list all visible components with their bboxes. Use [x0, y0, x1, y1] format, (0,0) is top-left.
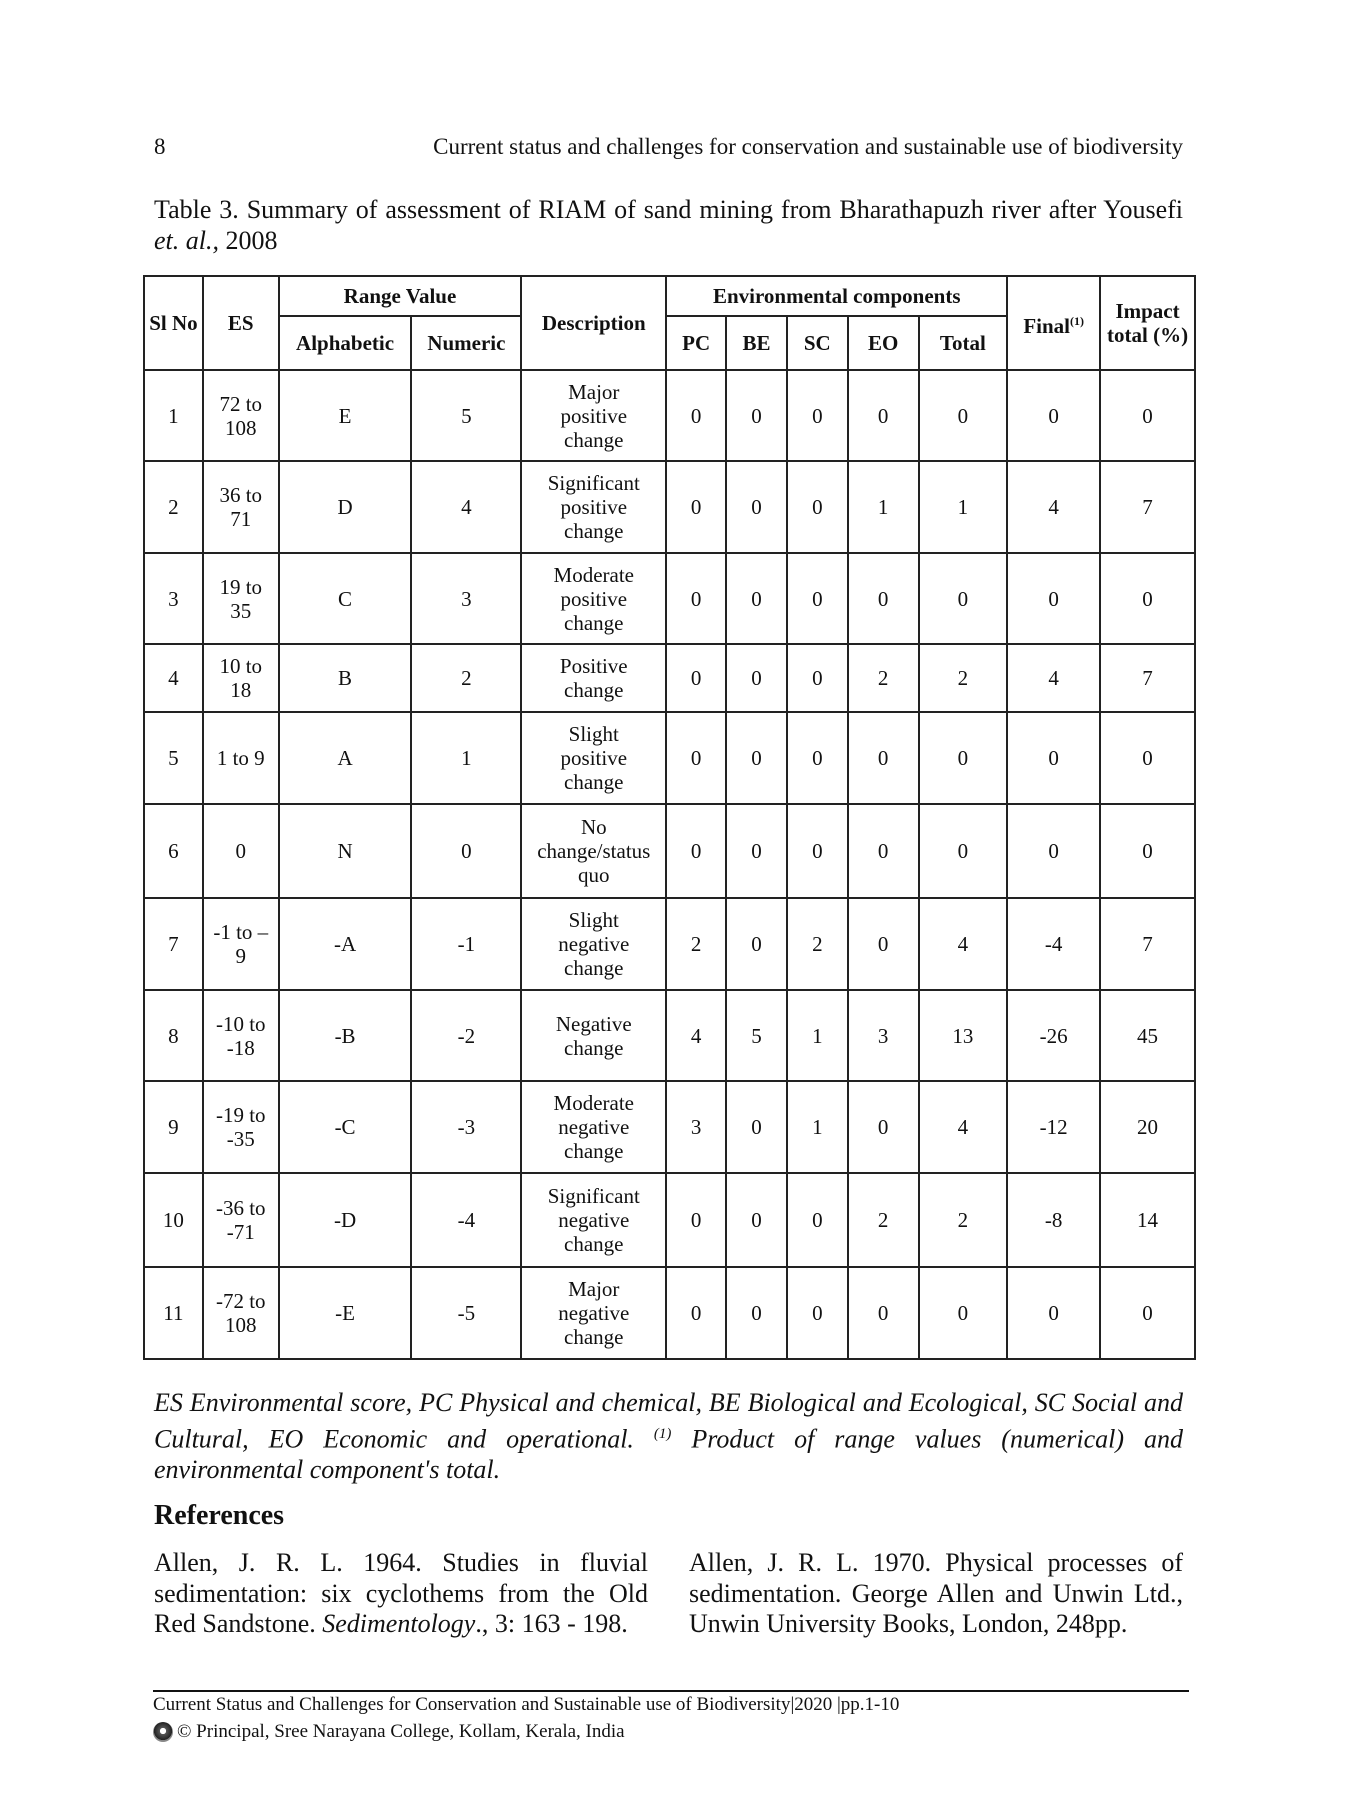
header-alphabetic: Alphabetic — [279, 316, 412, 370]
cell-total: 2 — [919, 1173, 1008, 1267]
table-row — [144, 461, 1195, 553]
cell-impact: 0 — [1100, 1267, 1195, 1359]
cell-final: 0 — [1007, 804, 1100, 898]
cell-total: 0 — [919, 370, 1008, 461]
header-pc: PC — [666, 316, 726, 370]
cell-desc: Negative change — [521, 990, 666, 1081]
cell-eo: 1 — [848, 461, 919, 553]
cell-impact: 45 — [1100, 990, 1195, 1081]
cell-sc: 0 — [787, 1267, 848, 1359]
cell-eo: 0 — [848, 804, 919, 898]
cell-sc: 1 — [787, 990, 848, 1081]
cell-eo: 0 — [848, 1081, 919, 1173]
cell-es: 1 to 9 — [203, 712, 279, 804]
header-eo: EO — [848, 316, 919, 370]
cell-num: 2 — [411, 644, 521, 712]
cell-desc: Significant positive change — [521, 461, 666, 553]
cell-be: 0 — [726, 1081, 787, 1173]
cell-impact: 14 — [1100, 1173, 1195, 1267]
cell-final: -8 — [1007, 1173, 1100, 1267]
cell-sl: 9 — [144, 1081, 203, 1173]
cell-final: 4 — [1007, 644, 1100, 712]
cell-total: 4 — [919, 1081, 1008, 1173]
ref1-rest: ., 3: 163 - 198. — [475, 1609, 628, 1638]
cell-sl: 5 — [144, 712, 203, 804]
table-caption — [154, 194, 1183, 256]
cell-num: 4 — [411, 461, 521, 553]
cell-alpha: D — [279, 461, 412, 553]
college-logo-icon — [153, 1722, 173, 1742]
table-row — [144, 370, 1195, 461]
cell-alpha: N — [279, 804, 412, 898]
riam-table — [143, 275, 1196, 1360]
cell-pc: 0 — [666, 644, 726, 712]
cell-be: 0 — [726, 644, 787, 712]
footnote-text: ES Environmental score, PC Physical and chemical, BE Biological and Ecological, SC Social and Cultural, EO Economic and operational. — [154, 1388, 1183, 1454]
cell-sc: 0 — [787, 461, 848, 553]
cell-es: 72 to 108 — [203, 370, 279, 461]
cell-num: -5 — [411, 1267, 521, 1359]
cell-total: 0 — [919, 553, 1008, 644]
cell-es: 10 to 18 — [203, 644, 279, 712]
cell-eo: 0 — [848, 370, 919, 461]
cell-alpha: A — [279, 712, 412, 804]
cell-alpha: -B — [279, 990, 412, 1081]
header-sl: Sl No — [144, 276, 203, 370]
references-heading: References — [154, 1500, 285, 1531]
ref1-text: Allen, J. R. L. 1964. Studies in fluvial sedimentation: six cyclothems from the Old Red Sandstone. — [154, 1548, 648, 1638]
cell-be: 0 — [726, 461, 787, 553]
cell-final: 0 — [1007, 370, 1100, 461]
cell-desc: Moderate positive change — [521, 553, 666, 644]
cell-sl: 7 — [144, 898, 203, 990]
cell-sl: 3 — [144, 553, 203, 644]
cell-pc: 2 — [666, 898, 726, 990]
table-row — [144, 644, 1195, 712]
cell-num: -3 — [411, 1081, 521, 1173]
cell-desc: No change/status quo — [521, 804, 666, 898]
header-total: Total — [919, 316, 1008, 370]
cell-eo: 0 — [848, 553, 919, 644]
cell-total: 4 — [919, 898, 1008, 990]
cell-sl: 10 — [144, 1173, 203, 1267]
cell-total: 0 — [919, 804, 1008, 898]
footer-copyright-text: © Principal, Sree Narayana College, Kollam, Kerala, India — [177, 1721, 625, 1742]
cell-impact: 0 — [1100, 370, 1195, 461]
cell-be: 5 — [726, 990, 787, 1081]
cell-es: -36 to -71 — [203, 1173, 279, 1267]
table-row — [144, 804, 1195, 898]
caption-italic: et. al., — [154, 226, 219, 255]
cell-sl: 6 — [144, 804, 203, 898]
page-number: 8 — [154, 134, 166, 159]
cell-impact: 7 — [1100, 898, 1195, 990]
cell-alpha: B — [279, 644, 412, 712]
cell-eo: 2 — [848, 644, 919, 712]
table-row — [144, 1081, 1195, 1173]
cell-total: 0 — [919, 712, 1008, 804]
cell-total: 0 — [919, 1267, 1008, 1359]
header-env-components: Environmental components — [666, 276, 1007, 316]
footer-copyright — [153, 1721, 625, 1743]
cell-final: 0 — [1007, 1267, 1100, 1359]
cell-final: -4 — [1007, 898, 1100, 990]
header-range-value: Range Value — [279, 276, 522, 316]
cell-eo: 0 — [848, 898, 919, 990]
cell-impact: 0 — [1100, 804, 1195, 898]
final-sup: (1) — [1070, 313, 1085, 328]
cell-pc: 0 — [666, 461, 726, 553]
cell-alpha: E — [279, 370, 412, 461]
table-row — [144, 898, 1195, 990]
cell-be: 0 — [726, 804, 787, 898]
cell-desc: Positive change — [521, 644, 666, 712]
cell-eo: 0 — [848, 1267, 919, 1359]
cell-impact: 20 — [1100, 1081, 1195, 1173]
cell-es: 36 to 71 — [203, 461, 279, 553]
cell-final: 0 — [1007, 712, 1100, 804]
table-row — [144, 1173, 1195, 1267]
cell-es: 0 — [203, 804, 279, 898]
header-sc: SC — [787, 316, 848, 370]
cell-pc: 0 — [666, 804, 726, 898]
cell-desc: Major negative change — [521, 1267, 666, 1359]
footer-journal-line: Current Status and Challenges for Conservation and Sustainable use of Biodiversity|2020 |pp.1-10 — [153, 1694, 900, 1715]
final-label: Final — [1023, 313, 1071, 338]
running-title: Current status and challenges for conservation and sustainable use of biodiversity — [433, 134, 1183, 159]
cell-impact: 0 — [1100, 712, 1195, 804]
cell-sc: 0 — [787, 804, 848, 898]
cell-pc: 0 — [666, 1267, 726, 1359]
cell-alpha: -C — [279, 1081, 412, 1173]
cell-desc: Significant negative change — [521, 1173, 666, 1267]
cell-be: 0 — [726, 1173, 787, 1267]
cell-es: -72 to 108 — [203, 1267, 279, 1359]
cell-total: 2 — [919, 644, 1008, 712]
cell-eo: 0 — [848, 712, 919, 804]
cell-desc: Moderate negative change — [521, 1081, 666, 1173]
header-numeric: Numeric — [411, 316, 521, 370]
cell-final: 4 — [1007, 461, 1100, 553]
cell-sl: 1 — [144, 370, 203, 461]
header-be: BE — [726, 316, 787, 370]
cell-es: 19 to 35 — [203, 553, 279, 644]
cell-total: 13 — [919, 990, 1008, 1081]
header-es: ES — [203, 276, 279, 370]
cell-pc: 0 — [666, 553, 726, 644]
cell-num: 1 — [411, 712, 521, 804]
reference-allen-1964 — [154, 1548, 648, 1640]
cell-alpha: C — [279, 553, 412, 644]
cell-desc: Major positive change — [521, 370, 666, 461]
cell-num: 5 — [411, 370, 521, 461]
cell-sc: 0 — [787, 712, 848, 804]
cell-es: -10 to -18 — [203, 990, 279, 1081]
cell-alpha: -A — [279, 898, 412, 990]
cell-be: 0 — [726, 712, 787, 804]
table-row — [144, 712, 1195, 804]
cell-sc: 0 — [787, 553, 848, 644]
cell-total: 1 — [919, 461, 1008, 553]
cell-sc: 2 — [787, 898, 848, 990]
cell-es: -19 to -35 — [203, 1081, 279, 1173]
cell-sl: 11 — [144, 1267, 203, 1359]
cell-alpha: -D — [279, 1173, 412, 1267]
cell-sc: 0 — [787, 644, 848, 712]
footer-divider — [153, 1690, 1189, 1692]
cell-sl: 2 — [144, 461, 203, 553]
cell-impact: 0 — [1100, 553, 1195, 644]
header-description: Description — [521, 276, 666, 370]
cell-be: 0 — [726, 370, 787, 461]
cell-final: -12 — [1007, 1081, 1100, 1173]
cell-alpha: -E — [279, 1267, 412, 1359]
caption-text: Table 3. Summary of assessment of RIAM of sand mining from Bharathapuzh river after Yousefi — [154, 195, 1183, 224]
cell-eo: 3 — [848, 990, 919, 1081]
reference-allen-1970: Allen, J. R. L. 1970. Physical processes of sedimentation. George Allen and Unwin Ltd., Unwin University Books, London, 248pp. — [689, 1548, 1183, 1638]
cell-pc: 0 — [666, 370, 726, 461]
cell-pc: 4 — [666, 990, 726, 1081]
cell-num: -1 — [411, 898, 521, 990]
cell-num: 3 — [411, 553, 521, 644]
header-final — [1007, 276, 1100, 370]
table-row — [144, 553, 1195, 644]
cell-pc: 0 — [666, 712, 726, 804]
table-row — [144, 1267, 1195, 1359]
ref1-journal: Sedimentology — [322, 1609, 476, 1638]
cell-be: 0 — [726, 1267, 787, 1359]
cell-pc: 0 — [666, 1173, 726, 1267]
cell-num: 0 — [411, 804, 521, 898]
cell-impact: 7 — [1100, 461, 1195, 553]
cell-desc: Slight negative change — [521, 898, 666, 990]
cell-num: -4 — [411, 1173, 521, 1267]
table-row — [144, 990, 1195, 1081]
cell-be: 0 — [726, 898, 787, 990]
cell-sc: 0 — [787, 370, 848, 461]
cell-final: 0 — [1007, 553, 1100, 644]
table-footnote — [154, 1388, 1183, 1485]
footnote-text-2: Product of range values (numerical) and environmental component's total. — [154, 1424, 1183, 1484]
cell-impact: 7 — [1100, 644, 1195, 712]
cell-sc: 1 — [787, 1081, 848, 1173]
cell-num: -2 — [411, 990, 521, 1081]
footnote-sup: (1) — [653, 1425, 672, 1442]
cell-eo: 2 — [848, 1173, 919, 1267]
cell-sc: 0 — [787, 1173, 848, 1267]
cell-sl: 8 — [144, 990, 203, 1081]
cell-sl: 4 — [144, 644, 203, 712]
cell-be: 0 — [726, 553, 787, 644]
cell-desc: Slight positive change — [521, 712, 666, 804]
cell-es: -1 to –9 — [203, 898, 279, 990]
caption-year: 2008 — [219, 226, 278, 255]
cell-final: -26 — [1007, 990, 1100, 1081]
cell-pc: 3 — [666, 1081, 726, 1173]
header-impact: Impact total (%) — [1100, 276, 1195, 370]
